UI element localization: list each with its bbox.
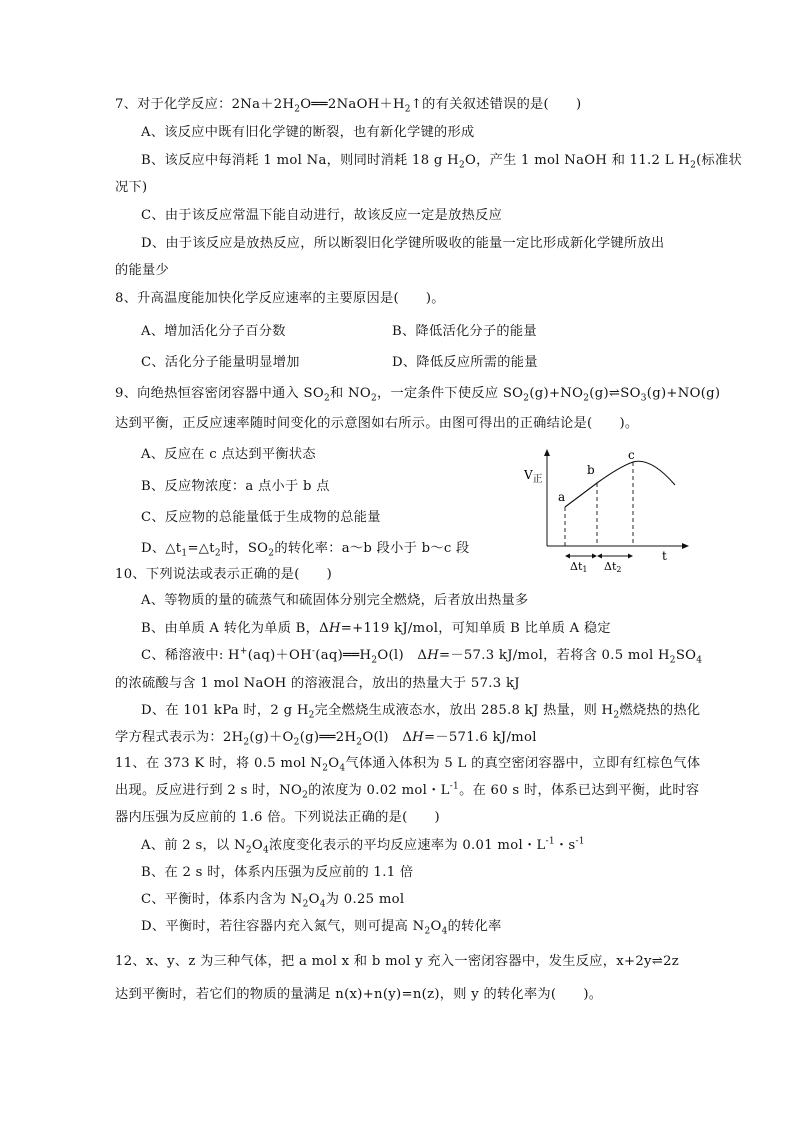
x-axis-arrow xyxy=(682,543,689,549)
text-line-q9b: 达到平衡，正反应速率随时间变化的示意图如右所示。由图可得出的正确结论是( )。 xyxy=(115,416,639,431)
text-line-q11oa: A、前 2 s，以 $N_2O_4$浓度变化表示的平均反应速率为 0.01 mol・$L^{-1}$・$s^{-1}$ xyxy=(141,836,585,856)
text-line-q8b: B、降低活化分子的能量 xyxy=(392,324,537,339)
dt1-arrow-left xyxy=(565,554,570,559)
text-line-q11ob: B、在 2 s 时，体系内压强为反应前的 1.1 倍 xyxy=(141,865,414,880)
text-line-q7d2: 的能量少 xyxy=(115,263,169,278)
text-line-q7b2: 况下) xyxy=(115,180,148,195)
text-line-q11: 11、在 373 K 时，将 0.5 mol $N_2O_4$气体通入体积为 5 L 的真空密闭容器中，立即有红棕色气体 xyxy=(115,756,701,774)
text-line-q9: 9、向绝热恒容密闭容器中通入 $SO_2$和 $NO_2$，一定条件下使反应 $SO_2(g)+NO_2(g)\rightleftharpoons SO_3(g)+NO(g)$ xyxy=(115,386,721,404)
reaction-rate-graph xyxy=(515,445,695,585)
y-axis-label: $V_正$ xyxy=(524,468,543,485)
dt1-arrow-right xyxy=(592,554,597,559)
text-line-q8d: D、降低反应所需的能量 xyxy=(392,355,538,370)
rate-curve xyxy=(565,461,675,507)
y-axis-arrow xyxy=(544,449,550,456)
text-line-q7: 7、对于化学反应：$2Na+2H_2O══2NaOH+H_2↑$的有关叙述错误的是( ) xyxy=(115,97,582,115)
text-line-q10b: B、由单质 A 转化为单质 B，ΔH=+119 kJ/mol，可知单质 B 比单质 A 稳定 xyxy=(141,621,611,636)
text-line-q10a: A、等物质的量的硫蒸气和硫固体分别完全燃烧，后者放出热量多 xyxy=(141,593,529,608)
text-line-q10c: C、稀溶液中: $H^+(aq)+OH^-(aq)══H_2O(l)$ ΔH=－57.3 kJ/mol，若将含 0.5 mol $H_2SO_4$ xyxy=(141,646,703,666)
dt2-arrow-left xyxy=(597,554,602,559)
text-line-q11b: 出现。反应进行到 2 s 时，$NO_2$的浓度为 0.02 mol・$L^{-1}$。在 60 s 时，体系已达到平衡，此时容 xyxy=(115,781,700,801)
text-line-q11od: D、平衡时，若往容器内充入氮气，则可提高 $N_2O_4$的转化率 xyxy=(141,919,502,937)
text-line-q8: 8、升高温度能加快化学反应速率的主要原因是( )。 xyxy=(115,291,445,306)
text-line-q12: 12、x、y、z 为三种气体，把 a mol x 和 b mol y 充入一密闭容器中，发生反应，x+2y⇌2z xyxy=(115,954,680,969)
text-line-q11oc: C、平衡时，体系内含为 $N_2O_4$为 0.25 mol xyxy=(141,892,405,910)
dt2-label: Δt2 xyxy=(604,560,622,574)
text-line-q10c2: 的浓硫酸与含 1 mol NaOH 的溶液混合，放出的热量大于 57.3 kJ xyxy=(115,676,520,691)
text-line-q7c: C、由于该反应常温下能自动进行，故该反应一定是放热反应 xyxy=(141,208,503,223)
text-line-q7b: B、该反应中每消耗 1 mol Na，则同时消耗 18 g $H_2O$，产生 1 mol NaOH 和 11.2 L $H_2$(标准状 xyxy=(141,153,743,171)
text-line-q10d: D、在 101 kPa 时，2 g $H_2$完全燃烧生成液态水，放出 285.8 kJ 热量，则 $H_2$燃烧热的热化 xyxy=(141,703,701,721)
text-line-q9d: D、$\triangle t_1=\triangle t_2$时，$SO_2$的转化率：a～b 段小于 b～c 段 xyxy=(141,541,470,559)
text-line-q9a: A、反应在 c 点达到平衡状态 xyxy=(141,447,316,462)
text-line-q8a: A、增加活化分子百分数 xyxy=(141,324,286,339)
dt1-label: Δt1 xyxy=(570,560,588,574)
text-line-q8c: C、活化分子能量明显增加 xyxy=(141,355,300,370)
text-line-q9bb: B、反应物浓度：a 点小于 b 点 xyxy=(141,479,330,494)
text-line-q7a: A、该反应中既有旧化学键的断裂，也有新化学键的形成 xyxy=(141,125,475,140)
x-axis-label: t xyxy=(662,549,667,563)
text-line-q11c: 器内压强为反应前的 1.6 倍。下列说法正确的是( ) xyxy=(115,810,440,825)
text-line-q10d2: 学方程式表示为：$2H_2(g)+O_2(g)══2H_2O(l)$ ΔH=－571.6 kJ/mol xyxy=(115,730,537,748)
point-b-label: b xyxy=(587,463,595,477)
text-line-q12b: 达到平衡时，若它们的物质的量满足 n(x)+n(y)=n(z)，则 y 的转化率为( )。 xyxy=(115,987,603,1002)
text-line-q7d: D、由于该反应是放热反应，所以断裂旧化学键所吸收的能量一定比形成新化学键所放出 xyxy=(141,236,665,251)
point-c-label: c xyxy=(628,448,635,462)
point-a-label: a xyxy=(558,490,566,504)
text-line-q9c: C、反应物的总能量低于生成物的总能量 xyxy=(141,510,381,525)
dt2-arrow-right xyxy=(628,554,633,559)
text-line-q10: 10、下列说法或表示正确的是( ) xyxy=(115,567,333,582)
